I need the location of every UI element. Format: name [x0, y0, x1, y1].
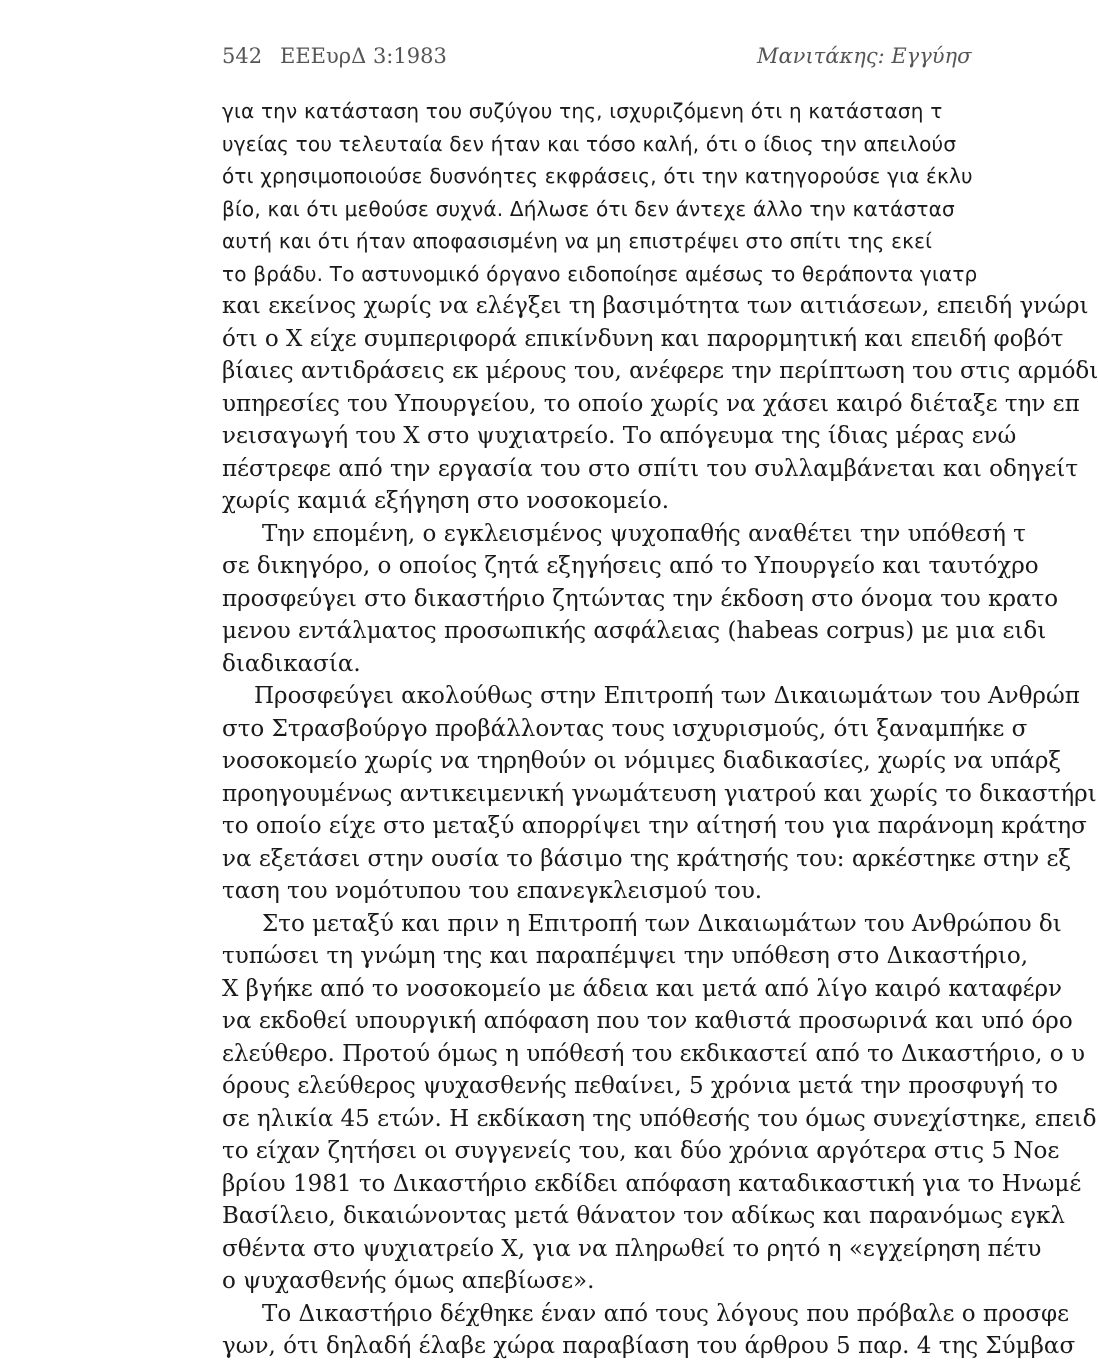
text-line: ότι χρησιμοποιούσε δυσνόητες εκφράσεις, ότι την κατηγορούσε για έκλυ — [222, 164, 973, 188]
text-line: ελεύθερο. Προτού όμως η υπόθεσή του εκδικαστεί από το Δικαστήριο, ο υ — [222, 1040, 1085, 1067]
text-line: να εκδοθεί υπουργική απόφαση που τον καθιστά προσωρινά και υπό όρο — [222, 1008, 1073, 1034]
paragraph-5 — [222, 1298, 1076, 1363]
text-line: γων, ότι δηλαδή έλαβε χώρα παραβίαση του άρθρου 5 παρ. 4 της Σύμβασ — [222, 1333, 1076, 1359]
text-line: υγείας του τελευταία δεν ήταν και τόσο καλή, ότι ο ίδιος την απειλούσ — [222, 131, 957, 156]
text-line: νεισαγωγή του Χ στο ψυχιατρείο. Το απόγευμα της ίδιας μέρας ενώ — [222, 423, 1017, 449]
text-line: διαδικασία. — [222, 650, 361, 677]
text-line: προηγουμένως αντικειμενική γνωμάτευση γιατρού και χωρίς το δικαστήρι — [222, 780, 1097, 807]
text-line: το οποίο είχε στο μεταξύ απορρίψει την αίτησή του για παράνομη κράτησ — [222, 813, 1087, 839]
text-line: σθέντα στο ψυχιατρείο Χ, για να πληρωθεί το ρητό η «εγχείρηση πέτυ — [222, 1235, 1042, 1262]
text-line: το βράδυ. Το αστυνομικό όργανο ειδοποίησε αμέσως το θεράποντα γιατρ — [222, 261, 978, 286]
text-line: προσφεύγει στο δικαστήριο ζητώντας την έκδοση στο όνομα του κρατο — [222, 585, 1059, 612]
text-line: στο Στρασβούργο προβάλλοντας τους ισχυρισμούς, ότι ξαναμπήκε σ — [222, 715, 1028, 742]
paragraph-2 — [222, 518, 1059, 681]
text-line: Βασίλειο, δικαιώνοντας μετά θάνατον τον αδίκως και παρανόμως εγκλ — [222, 1203, 1065, 1229]
text-line: και εκείνος χωρίς να ελέγξει τη βασιμότητα των αιτιάσεων, επειδή γνώρι — [222, 293, 1089, 319]
text-line: νοσοκομείο χωρίς να τηρηθούν οι νόμιμες διαδικασίες, χωρίς να υπάρξ — [222, 748, 1062, 774]
text-line: ότι ο Χ είχε συμπεριφορά επικίνδυνη και παρορμητική και επειδή φοβότ — [222, 325, 1064, 352]
text-line: πέστρεφε από την εργασία του στο σπίτι του συλλαμβάνεται και οδηγείτ — [222, 455, 1079, 482]
text-line: ο ψυχασθενής όμως απεβίωσε». — [222, 1268, 595, 1294]
text-line: μενου εντάλματος προσωπικής ασφάλειας (habeas corpus) με μια ειδι — [222, 618, 1047, 644]
text-line: να εξετάσει στην ουσία το βάσιμο της κράτησής του: αρκέστηκε στην εξ — [222, 845, 1072, 872]
journal-citation: ΕΕΕυρΔ 3:1983 — [280, 44, 447, 68]
paragraph-4 — [222, 908, 1097, 1298]
text-line: όρους ελεύθερος ψυχασθενής πεθαίνει, 5 χρόνια μετά την προσφυγή το — [222, 1073, 1058, 1099]
text-line: ταση του νομότυπου του επανεγκλεισμού του. — [222, 878, 763, 904]
text-line: το είχαν ζητήσει οι συγγενείς του, και δύο χρόνια αργότερα στις 5 Νοε — [222, 1138, 1060, 1164]
text-line: για την κατάσταση του συζύγου της, ισχυριζόμενη ότι η κατάσταση τ — [222, 99, 943, 123]
text-line: αυτή και ότι ήταν αποφασισμένη να μη επιστρέψει στο σπίτι της εκεί — [222, 229, 933, 253]
text-line: χωρίς καμιά εξήγηση στο νοσοκομείο. — [222, 488, 670, 514]
text-line: τυπώσει τη γνώμη της και παραπέμψει την υπόθεση στο Δικαστήριο, — [222, 943, 1029, 969]
text-line: σε ηλικία 45 ετών. Η εκδίκαση της υπόθεσής του όμως συνεχίστηκε, επειδ — [222, 1105, 1097, 1132]
running-header — [222, 44, 972, 74]
text-line: Προσφεύγει ακολούθως στην Επιτροπή των Δικαιωμάτων του Ανθρώπ — [254, 683, 1080, 709]
text-line: βίαιες αντιδράσεις εκ μέρους του, ανέφερε την περίπτωση του στις αρμόδι — [222, 358, 1098, 384]
body-text — [222, 95, 1098, 1363]
text-line: βρίου 1981 το Δικαστήριο εκδίδει απόφαση καταδικαστική για το Ηνωμέ — [222, 1170, 1082, 1197]
running-head-author-title: Μανιτάκης: Εγγύησ — [757, 44, 972, 68]
page-number: 542 — [222, 44, 263, 68]
text-line: Το Δικαστήριο δέχθηκε έναν από τους λόγους που πρόβαλε ο προσφε — [262, 1300, 1070, 1327]
paragraph-3 — [222, 680, 1097, 908]
text-line: υπηρεσίες του Υπουργείου, το οποίο χωρίς να χάσει καιρό διέταξε την επ — [222, 390, 1080, 417]
text-line: βίο, και ότι μεθούσε συχνά. Δήλωσε ότι δεν άντεχε άλλο την κατάστασ — [222, 196, 955, 221]
paragraph-1 — [222, 95, 1098, 518]
text-line: Την επομένη, ο εγκλεισμένος ψυχοπαθής αναθέτει την υπόθεσή τ — [262, 520, 1026, 547]
text-line: σε δικηγόρο, ο οποίος ζητά εξηγήσεις από το Υπουργείο και ταυτόχρο — [222, 553, 1039, 579]
text-line: Στο μεταξύ και πριν η Επιτροπή των Δικαιωμάτων του Ανθρώπου δι — [262, 910, 1062, 937]
text-line: Χ βγήκε από το νοσοκομείο με άδεια και μετά από λίγο καιρό καταφέρν — [222, 975, 1063, 1002]
